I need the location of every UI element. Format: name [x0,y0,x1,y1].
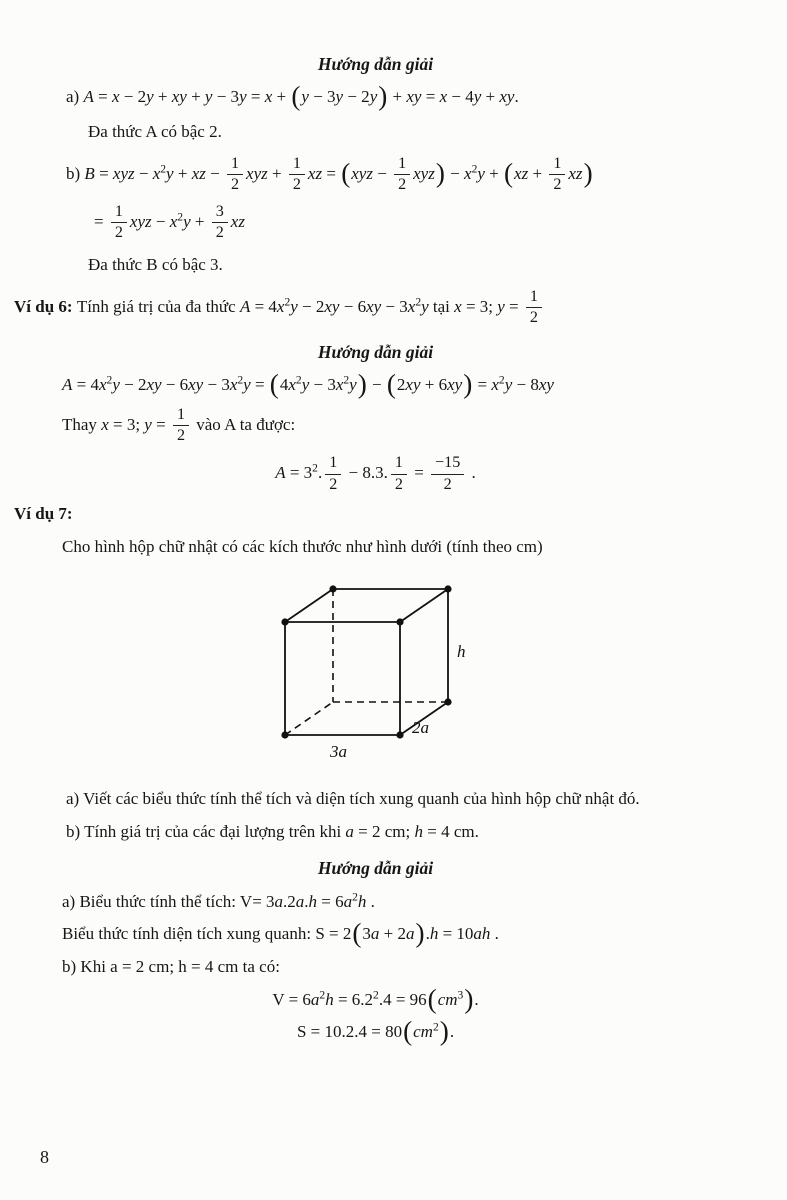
example-6-derivation: $A = 4x^2y - 2xy - 6xy - 3x^2y = (4x^2y - 3x^2y) - (2xy + 6xy) = x^2y - 8xy$ [62,369,554,400]
solution-heading-1: Hướng dẫn giải [317,54,434,74]
example-7-result-volume: $V = 6a^2h = 6.2^2.4 = 96(cm^3)$. [272,983,479,1014]
example-6-result: $A = 3^2$. $\frac{1}{2}$ − 8.3. $\frac{1}{2}$ = $\frac{-15}{2}$ . [275,453,476,493]
example-6-statement: Ví dụ 6: Tính giá trị của đa thức $A = 4x^2y - 2xy - 6xy - 3x^2y$ tại x = 3; y = $\frac{1}{2}$ [14,288,737,328]
example-6-substitution: Thay x = 3; y = $\frac{1}{2}$ vào A ta được: [62,405,296,445]
visible-edges [285,589,448,738]
example-7-solution-surface: Biểu thức tính diện tích xung quanh: S = 2(3a + 2a).h = 10ah . [62,918,499,949]
page-number: 8 [40,1146,49,1167]
example-7-label: Ví dụ 7: [14,504,73,524]
part-b-derivation-continued: = $\frac{1}{2}$ xyz − $x^2y$ + $\frac{3}{2}$ xz [94,202,245,242]
label-height: h [456,642,465,662]
solution-heading-3: Hướng dẫn giải [317,858,434,879]
solution-heading-2: Hướng dẫn giải [317,341,434,362]
label-width: 3a [329,742,347,762]
cuboid-figure [250,567,502,767]
example-7-intro: Cho hình hộp chữ nhật có các kích thước như hình dưới (tính theo cm) [62,536,543,556]
example-7-solution-b-intro: b) Khi a = 2 cm; h = 4 cm ta có: [62,956,280,976]
cuboid-figure-wrap [14,567,737,775]
label-depth: 2a [411,718,429,738]
example-7-question-b: b) Tính giá trị của các đại lượng trên khi a = 2 cm; h = 4 cm. [66,821,479,841]
part-a-conclusion: Đa thức A có bậc 2. [88,122,222,142]
hidden-edges [285,589,448,738]
part-b-conclusion: Đa thức B có bậc 3. [88,254,223,274]
part-b-derivation: b) B = xyz − $x^2y$ + xz − $\frac{1}{2}$ xyz + $\frac{1}{2}$ xz = (xyz − $\frac{1}{2}$ $xyz) - x^2y + (xz$ + $\frac{1}{2}$ xz) [66,154,593,194]
corner-dots [281,586,451,739]
example-7-result-surface: $S = 10.2.4 = 80(cm^2)$. [296,1016,455,1047]
example-7-solution-volume: a) Biểu thức tính thể tích: $V= 3a.2a.h = 6a^2h$ . [62,890,375,911]
part-a-derivation: a) A = x − 2y + xy + y − 3y = x + (y − 3y − 2y) + xy = x − 4y + xy. [66,81,519,112]
example-7-question-a: a) Viết các biểu thức tính thể tích và diện tích xung quanh của hình hộp chữ nhật đó. [66,789,640,809]
